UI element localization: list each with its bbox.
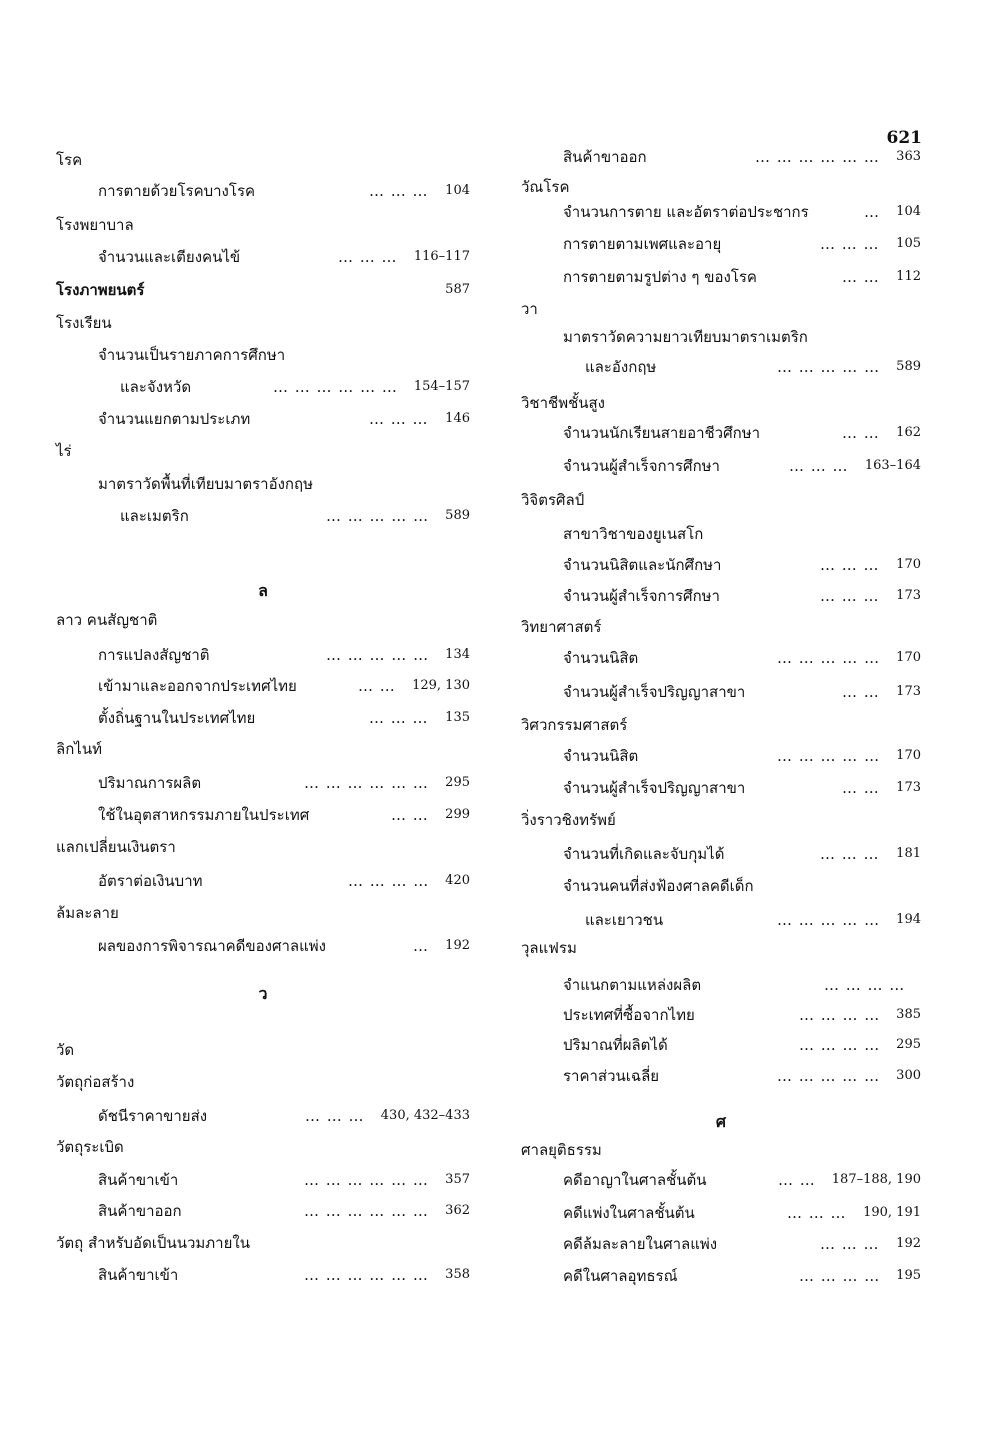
page-reference: 104 (445, 183, 470, 198)
entry-text: ปริมาณการผลิต (98, 774, 202, 792)
heading-text: แลกเปลี่ยนเงินตรา (56, 838, 176, 856)
page-reference: 587 (445, 282, 470, 297)
entry-text: คดีในศาลอุทธรณ์ (563, 1267, 678, 1285)
page-reference: 104 (896, 204, 921, 219)
dot-leader: … … … … (799, 1006, 881, 1024)
dot-leader: … … … (820, 556, 880, 574)
page-reference: 194 (896, 912, 921, 927)
entry-text: มาตราวัดความยาวเทียบมาตราเมตริก (563, 328, 808, 346)
index-subentry (98, 802, 470, 828)
heading-text: วิทยาศาสตร์ (521, 618, 602, 636)
dot-leader: … (413, 937, 429, 955)
index-subentry (585, 907, 921, 933)
page-reference: 192 (896, 1236, 921, 1251)
page-reference: 295 (896, 1037, 921, 1052)
entry-text: และเมตริก (120, 507, 189, 525)
section-letter: ว (258, 984, 268, 1003)
entry-text: สินค้าขาออก (563, 148, 647, 166)
dot-leader: … … … (338, 248, 398, 266)
page-reference: 146 (445, 411, 470, 426)
index-subentry (563, 873, 921, 899)
dot-leader: … … (842, 268, 880, 286)
index-subentry (98, 770, 470, 796)
dot-leader: … … (842, 424, 880, 442)
index-subentry (98, 933, 470, 959)
index-heading (56, 736, 470, 762)
entry-text: คดีล้มละลายในศาลแพ่ง (563, 1235, 718, 1253)
entry-text: จำแนกตามแหล่งผลิต (563, 976, 702, 994)
dot-leader: … … … … … … (755, 148, 880, 166)
page-reference: 116–117 (413, 249, 470, 264)
entry-text: จำนวนผู้สำเร็จปริญญาสาขา (563, 683, 746, 701)
dot-leader: … … (391, 806, 429, 824)
entry-text: ประเทศที่ซื้อจากไทย (563, 1006, 695, 1024)
index-heading (56, 834, 470, 860)
dot-leader: … … … … … (326, 507, 430, 525)
page-reference: 135 (445, 710, 470, 725)
index-subentry (563, 841, 921, 867)
heading-text: วัตถุ สำหรับอัดเป็นนวมภายใน (56, 1234, 250, 1252)
page-reference: 129, 130 (412, 678, 470, 693)
index-heading (521, 296, 921, 322)
heading-text: โรงภาพยนตร์ (56, 281, 145, 299)
index-subentry (120, 503, 470, 529)
page-reference: 295 (445, 775, 470, 790)
entry-text: จำนวนแยกตามประเภท (98, 410, 251, 428)
index-heading (56, 438, 470, 464)
index-subentry (563, 679, 921, 705)
index-subentry (563, 1231, 921, 1257)
dot-leader: … … (842, 683, 880, 701)
dot-leader: … … … (305, 1107, 365, 1125)
index-subentry (563, 453, 921, 479)
entry-text: มาตราวัดพื้นที่เทียบมาตราอังกฤษ (98, 475, 313, 493)
index-subentry (563, 1200, 921, 1226)
index-subentry (563, 420, 921, 446)
dot-leader: … … … … … … (304, 1171, 429, 1189)
page-reference: 195 (896, 1268, 921, 1283)
index-subentry (563, 552, 921, 578)
index-subentry (563, 1263, 921, 1289)
entry-text: และจังหวัด (120, 378, 192, 396)
dot-leader: … … … … … … (273, 378, 398, 396)
heading-text: ล้มละลาย (56, 904, 119, 922)
index-subentry (98, 1262, 470, 1288)
index-subentry (98, 868, 470, 894)
heading-text: ลิกไนท์ (56, 740, 102, 758)
page-reference: 154–157 (413, 379, 470, 394)
entry-text: จำนวนการตาย และอัตราต่อประชากร (563, 203, 809, 221)
entry-text: สินค้าขาเข้า (98, 1171, 179, 1189)
heading-text: วุลแฟรม (521, 939, 577, 957)
index-heading (521, 174, 921, 200)
index-heading (56, 607, 470, 633)
entry-text: จำนวนผู้สำเร็จปริญญาสาขา (563, 779, 746, 797)
index-subentry (98, 244, 470, 270)
entry-text: การตายตามเพศและอายุ (563, 235, 722, 253)
dot-leader: … … … … (824, 976, 906, 994)
index-subentry (563, 1167, 921, 1193)
page-reference: 112 (896, 269, 921, 284)
dot-leader: … … … (787, 1204, 847, 1222)
index-subentry (563, 583, 921, 609)
index-heading (56, 1230, 470, 1256)
dot-leader: … … … … … (777, 358, 881, 376)
page-reference: 162 (896, 425, 921, 440)
entry-text: ราคาส่วนเฉลี่ย (563, 1067, 660, 1085)
page-reference: 105 (896, 236, 921, 251)
page-reference: 430, 432–433 (380, 1108, 470, 1123)
page-reference: 173 (896, 780, 921, 795)
entry-text: จำนวนนักเรียนสายอาชีวศึกษา (563, 424, 761, 442)
section-letter: ศ (715, 1112, 727, 1131)
dot-leader: … … … … … (777, 1067, 881, 1085)
index-heading (521, 712, 921, 738)
entry-text: การแปลงสัญชาติ (98, 646, 210, 664)
entry-text: จำนวนนิสิต (563, 649, 639, 667)
page-reference: 190, 191 (863, 1205, 921, 1220)
entry-text: สาขาวิชาของยูเนสโก (563, 525, 704, 543)
index-subentry (98, 1198, 470, 1224)
entry-text: เข้ามาและออกจากประเทศไทย (98, 677, 297, 695)
index-subentry (98, 1167, 470, 1193)
heading-text: วิชาชีพชั้นสูง (521, 394, 606, 412)
index-subentry (98, 178, 470, 204)
index-heading (56, 1134, 470, 1160)
entry-text: จำนวนนิสิตและนักศึกษา (563, 556, 722, 574)
dot-leader: … … … … … (777, 911, 881, 929)
entry-text: การตายตามรูปต่าง ๆ ของโรค (563, 268, 757, 286)
index-heading (521, 614, 921, 640)
index-subentry (98, 471, 470, 497)
heading-text: ไร่ (56, 442, 72, 460)
entry-text: ตั้งถิ่นฐานในประเทศไทย (98, 709, 256, 727)
index-subentry (585, 354, 921, 380)
heading-text: โรงพยาบาล (56, 216, 134, 234)
page-reference: 192 (445, 938, 470, 953)
dot-leader: … (864, 203, 880, 221)
page-reference: 170 (896, 748, 921, 763)
heading-text: วิจิตรศิลป์ (521, 491, 585, 509)
index-subentry (563, 144, 921, 170)
index-heading (521, 390, 921, 416)
entry-text: และอังกฤษ (585, 358, 657, 376)
entry-text: จำนวนที่เกิดและจับกุมได้ (563, 845, 725, 863)
index-subentry (98, 673, 470, 699)
index-subentry (563, 324, 921, 350)
dot-leader: … … (778, 1171, 816, 1189)
entry-text: จำนวนและเตียงคนไข้ (98, 248, 241, 266)
index-subentry (563, 645, 921, 671)
dot-leader: … … … (789, 457, 849, 475)
heading-text: วัตถุระเบิด (56, 1138, 124, 1156)
page-reference: 385 (896, 1007, 921, 1022)
page-reference: 363 (896, 149, 921, 164)
dot-leader: … … (358, 677, 396, 695)
page-reference: 170 (896, 557, 921, 572)
page-reference: 173 (896, 588, 921, 603)
page-reference: 134 (445, 647, 470, 662)
heading-text: วัตถุก่อสร้าง (56, 1073, 135, 1091)
index-subentry (98, 406, 470, 432)
index-subentry (120, 374, 470, 400)
index-heading (521, 1137, 921, 1163)
dot-leader: … … … (369, 709, 429, 727)
entry-text: จำนวนเป็นรายภาคการศึกษา (98, 346, 286, 364)
index-subentry (563, 743, 921, 769)
index-subentry (563, 1002, 921, 1028)
heading-text: โรงเรียน (56, 314, 112, 332)
index-subentry (563, 1032, 921, 1058)
page-number: 621 (886, 128, 922, 148)
index-heading (56, 1069, 470, 1095)
dot-leader: … … … (820, 1235, 880, 1253)
page-reference: 357 (445, 1172, 470, 1187)
heading-text: โรค (56, 151, 83, 169)
heading-text: ศาลยุติธรรม (521, 1141, 602, 1159)
dot-leader: … … … (369, 182, 429, 200)
index-subentry (563, 264, 921, 290)
page-reference: 300 (896, 1068, 921, 1083)
index-heading (56, 212, 470, 238)
entry-text: จำนวนคนที่ส่งฟ้องศาลคดีเด็ก (563, 877, 754, 895)
index-subentry (563, 199, 921, 225)
index-subentry (563, 521, 921, 547)
index-heading (521, 935, 921, 961)
index-heading (56, 147, 470, 173)
dot-leader: … … … (820, 587, 880, 605)
index-subentry (98, 642, 470, 668)
entry-text: จำนวนผู้สำเร็จการศึกษา (563, 587, 720, 605)
dot-leader: … … … … … … (304, 1202, 429, 1220)
entry-text: ปริมาณที่ผลิตได้ (563, 1036, 668, 1054)
entry-text: อัตราต่อเงินบาท (98, 872, 203, 890)
section-letter: ล (258, 581, 268, 600)
page-reference: 181 (896, 846, 921, 861)
entry-text: ใช้ในอุตสาหกรรมภายในประเทศ (98, 806, 310, 824)
dot-leader: … … … (369, 410, 429, 428)
dot-leader: … … (842, 779, 880, 797)
index-subentry (98, 1103, 470, 1129)
index-heading (56, 1037, 470, 1063)
dot-leader: … … … (820, 845, 880, 863)
entry-text: จำนวนนิสิต (563, 747, 639, 765)
heading-text: วา (521, 300, 538, 318)
page-reference: 358 (445, 1267, 470, 1282)
index-subentry (98, 705, 470, 731)
dot-leader: … … … … (799, 1036, 881, 1054)
entry-text: สินค้าขาเข้า (98, 1266, 179, 1284)
dot-leader: … … … … (348, 872, 430, 890)
heading-text: วิ่งราวชิงทรัพย์ (521, 811, 616, 829)
dot-leader: … … … … … (777, 649, 881, 667)
dot-leader: … … … … … … (304, 774, 429, 792)
page-reference: 173 (896, 684, 921, 699)
dot-leader: … … … … … … (304, 1266, 429, 1284)
index-subentry (563, 1063, 921, 1089)
index-heading (56, 277, 470, 303)
page-reference: 589 (896, 359, 921, 374)
heading-text: ลาว คนสัญชาติ (56, 611, 158, 629)
page-reference: 299 (445, 807, 470, 822)
entry-text: ผลของการพิจารณาคดีของศาลแพ่ง (98, 937, 327, 955)
dot-leader: … … … … (799, 1267, 881, 1285)
page-reference: 163–164 (864, 458, 921, 473)
entry-text: สินค้าขาออก (98, 1202, 182, 1220)
index-heading (56, 310, 470, 336)
page-reference: 170 (896, 650, 921, 665)
index-heading (56, 900, 470, 926)
dot-leader: … … … … … (777, 747, 881, 765)
page-reference: 187–188, 190 (831, 1172, 921, 1187)
index-subentry (98, 342, 470, 368)
index-heading (521, 807, 921, 833)
entry-text: จำนวนผู้สำเร็จการศึกษา (563, 457, 720, 475)
page-reference: 362 (445, 1203, 470, 1218)
entry-text: และเยาวชน (585, 911, 664, 929)
entry-text: ดัชนีราคาขายส่ง (98, 1107, 208, 1125)
index-heading (521, 487, 921, 513)
index-subentry (563, 775, 921, 801)
entry-text: คดีอาญาในศาลชั้นต้น (563, 1171, 707, 1189)
heading-text: วัด (56, 1041, 75, 1059)
dot-leader: … … … (820, 235, 880, 253)
heading-text: วัณโรค (521, 178, 570, 196)
entry-text: การตายด้วยโรคบางโรค (98, 182, 256, 200)
heading-text: วิศวกรรมศาสตร์ (521, 716, 628, 734)
index-subentry (563, 231, 921, 257)
index-subentry (563, 972, 921, 998)
entry-text: คดีแพ่งในศาลชั้นต้น (563, 1204, 695, 1222)
dot-leader: … … … … … (326, 646, 430, 664)
page-reference: 589 (445, 508, 470, 523)
page-reference: 420 (445, 873, 470, 888)
